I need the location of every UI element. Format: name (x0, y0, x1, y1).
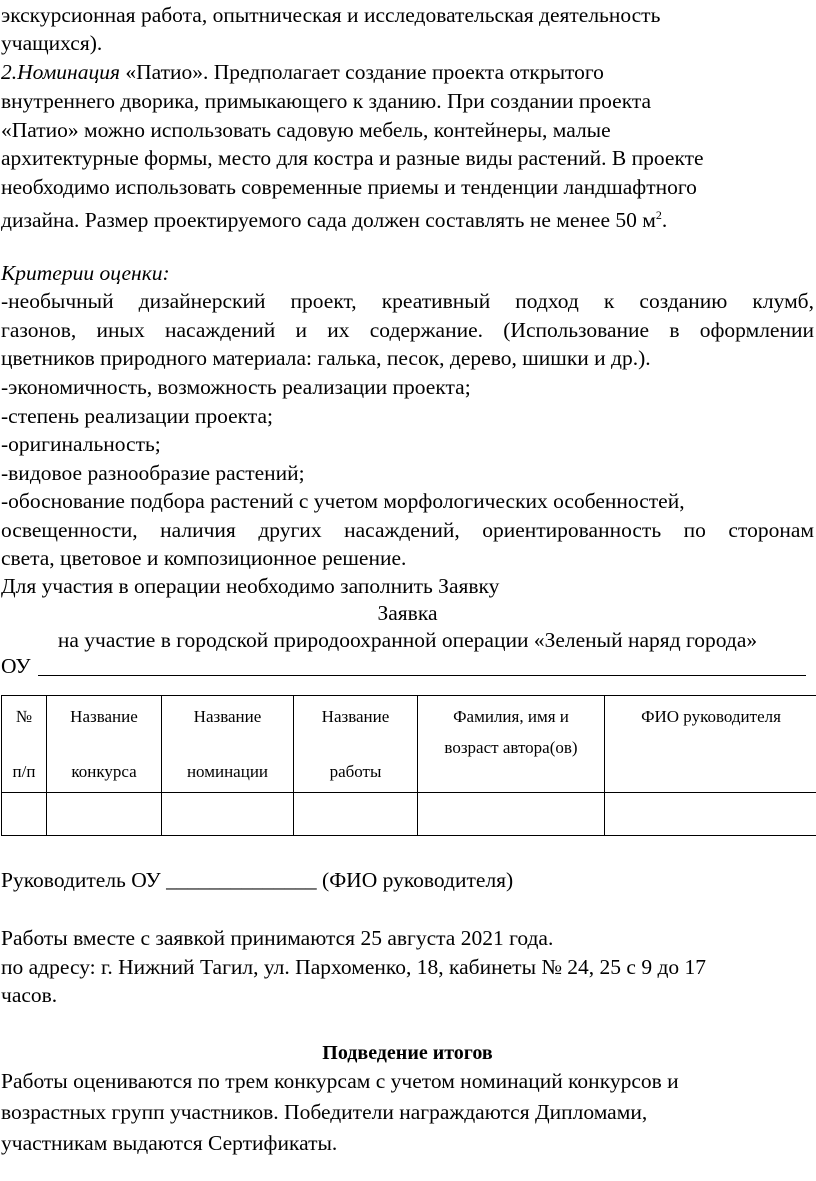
intro-line-2: учащихся). (1, 31, 103, 55)
nomination2-line-5: необходимо использовать современные приемы и тенденции ландшафтного (1, 175, 697, 199)
participation-text: Для участия в операции необходимо заполнить Заявку (1, 574, 500, 598)
nomination2-label: 2.Номинация (1, 60, 120, 84)
ou-blank-line (38, 675, 806, 676)
ou-label: ОУ (1, 654, 31, 678)
criteria-item-5: -видовое разнообразие растений; (1, 461, 305, 485)
results-line-2: возрастных групп участников. Победители награждаются Дипломами, (1, 1100, 648, 1124)
application-subtitle: на участие в городской природоохранной операции «Зеленый наряд города» (57, 628, 758, 652)
signature-line: Руководитель ОУ ______________ (ФИО руководителя) (1, 868, 514, 892)
application-table (1, 695, 816, 836)
criteria-item-6-line-3: света, цветовое и композиционное решение. (1, 546, 407, 570)
criteria-item-6-line-2: освещенности, наличия других насаждений, ориентированность по сторонам (1, 518, 814, 542)
criteria-item-4: -оригинальность; (1, 432, 161, 456)
results-heading: Подведение итогов (322, 1042, 493, 1064)
table-header-row (2, 696, 816, 793)
cell-author[interactable] (418, 793, 605, 836)
nomination2-line-6-end: . (661, 208, 668, 232)
criteria-item-6-line-1: -обоснование подбора растений с учетом морфологических особенностей, (1, 489, 685, 513)
nomination2-line-1 (1, 58, 814, 86)
header-author: Фамилия, имя и возраст автора(ов) (418, 696, 605, 793)
application-title: Заявка (377, 601, 438, 625)
cell-number[interactable] (2, 793, 47, 836)
criteria-item-1-line-3: цветников природного материала: галька, песок, дерево, шишки и др.). (1, 346, 651, 370)
criteria-heading: Критерии оценки: (1, 261, 170, 285)
header-nomination-name: Название номинации (162, 696, 294, 793)
nomination2-line-4: архитектурные формы, место для костра и разные виды растений. В проекте (1, 146, 704, 170)
intro-line-1: экскурсионная работа, опытническая и исследовательская деятельность (1, 3, 661, 27)
nomination2-line-2: внутреннего дворика, примыкающего к зданию. При создании проекта (1, 89, 652, 113)
results-line-3: участникам выдаются Сертификаты. (1, 1131, 338, 1155)
cell-contest-name[interactable] (47, 793, 162, 836)
nomination2-line-1-text: «Патио». Предполагает создание проекта открытого (119, 60, 604, 84)
criteria-item-2: -экономичность, возможность реализации проекта; (1, 375, 471, 399)
nomination2-line-6 (1, 201, 814, 234)
deadline-line-1: Работы вместе с заявкой принимаются 25 августа 2021 года. (1, 926, 554, 950)
cell-supervisor[interactable] (605, 793, 816, 836)
header-contest-name: Название конкурса (47, 696, 162, 793)
header-work-name: Название работы (294, 696, 418, 793)
square-superscript: 2 (655, 208, 662, 222)
criteria-item-3: -степень реализации проекта; (1, 404, 273, 428)
criteria-item-1-line-1: -необычный дизайнерский проект, креативный подход к созданию клумб, (1, 289, 814, 313)
cell-work-name[interactable] (294, 793, 418, 836)
nomination2-line-3: «Патио» можно использовать садовую мебель, контейнеры, малые (1, 118, 611, 142)
cell-nomination-name[interactable] (162, 793, 294, 836)
header-supervisor: ФИО руководителя (605, 696, 816, 793)
deadline-line-3: часов. (1, 983, 58, 1007)
nomination2-line-6-text: дизайна. Размер проектируемого сада должен составлять не менее 50 м (1, 208, 656, 232)
header-number: № п/п (2, 696, 47, 793)
results-line-1: Работы оцениваются по трем конкурсам с учетом номинаций конкурсов и (1, 1069, 679, 1093)
table-row (2, 793, 816, 836)
criteria-item-1-line-2: газонов, иных насаждений и их содержание. (Использование в оформлении (1, 318, 814, 342)
deadline-line-2: по адресу: г. Нижний Тагил, ул. Пархоменко, 18, кабинеты № 24, 25 с 9 до 17 (1, 955, 707, 979)
